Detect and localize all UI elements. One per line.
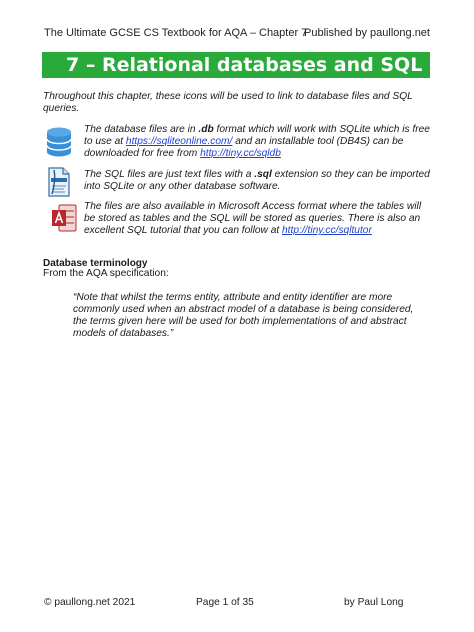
access-files-paragraph: The files are also available in Microsoft Access format where the tables will be stored as tables and the SQL will be stored as queries. There is also an excellent SQL tutorial that you can follow at http://tiny.cc/sqltutor bbox=[84, 201, 422, 236]
section-heading: Database terminology bbox=[43, 258, 148, 269]
spec-quote: “Note that whilst the terms entity, attribute and entity identifier are more commonly used when an abstract model of a database is being considered, the terms given here will be used for both implementations of and abstract models of databases.” bbox=[73, 292, 414, 339]
sql-files-paragraph: The SQL files are just text files with a .sql extension so they can be imported into SQLite or any other database software. bbox=[84, 169, 430, 192]
header-left: The Ultimate GCSE CS Textbook for AQA – Chapter 7 bbox=[44, 27, 308, 39]
sqliteonline-link[interactable]: https://sqliteonline.com/ bbox=[125, 136, 233, 147]
sqldb-link[interactable]: http://tiny.cc/sqldb bbox=[200, 148, 281, 159]
db-files-paragraph: The database files are in .db format which will work with SQLite which is free to use at https://sqliteonline.com/ and an installable tool (DB4S) can be downloaded for free from http://tiny.cc/sqldb bbox=[84, 124, 430, 159]
footer-page-number: Page 1 of 35 bbox=[196, 597, 254, 608]
header-right: Published by paullong.net bbox=[304, 27, 430, 39]
section-subheading: From the AQA specification: bbox=[43, 268, 169, 279]
sql-file-icon bbox=[47, 167, 71, 202]
footer-right: by Paul Long bbox=[344, 597, 404, 608]
chapter-title: 7 – Relational databases and SQL bbox=[42, 52, 430, 78]
database-icon bbox=[46, 127, 72, 162]
sqltutor-link[interactable]: http://tiny.cc/sqltutor bbox=[282, 225, 372, 236]
intro-text: Throughout this chapter, these icons will be used to link to database files and SQL queries. bbox=[43, 91, 413, 114]
footer-left: © paullong.net 2021 bbox=[44, 597, 136, 608]
access-icon bbox=[51, 204, 77, 237]
